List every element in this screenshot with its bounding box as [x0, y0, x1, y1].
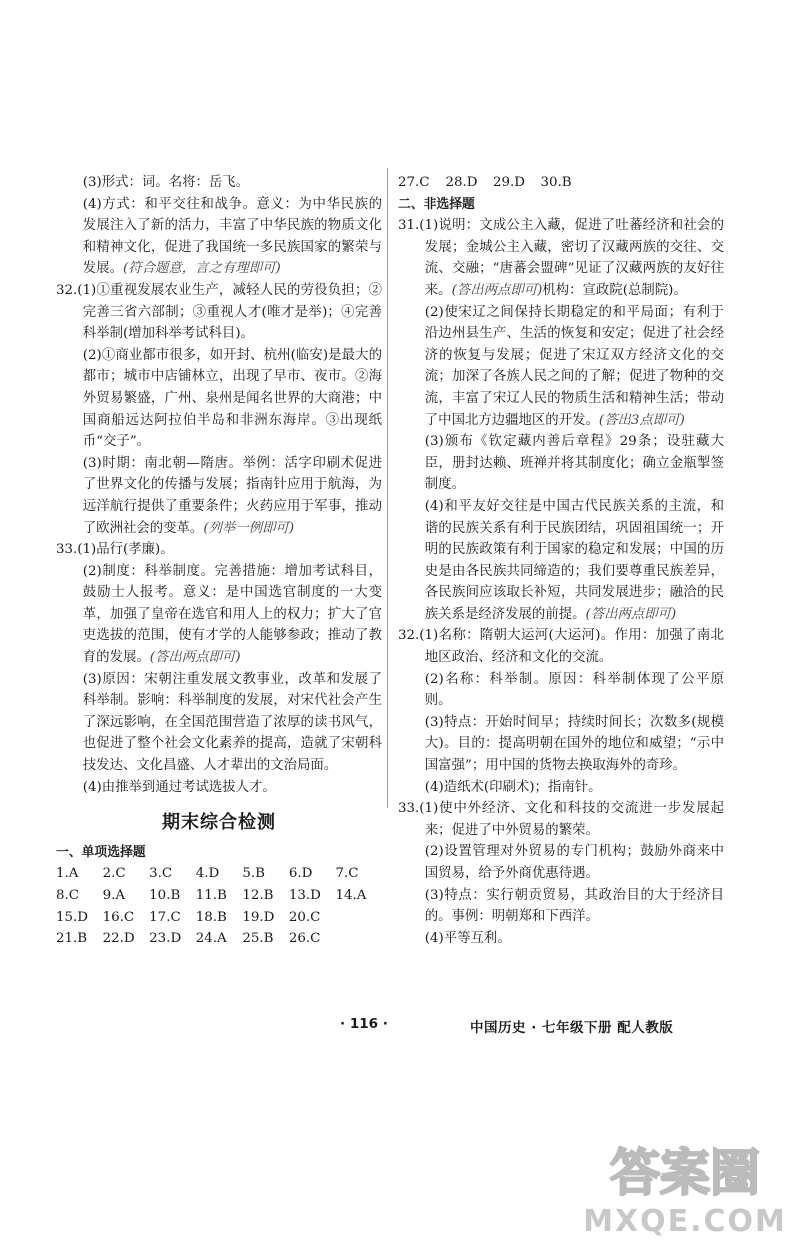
answer-32-4-right: (4)造纸术(印刷术)；指南针。 — [424, 779, 602, 795]
answer-33-4-right: (4)平等互利。 — [424, 930, 511, 946]
watermark-logo — [580, 1128, 790, 1243]
answer-32-1: 32.(1)①重视发展农业生产，减轻人民的劳役负担；②完善三省六部制；③重视人才(唯才是举)；④完善科举制(增加科举考试科目)。 — [56, 282, 382, 342]
answer-31-4: (4)和平友好交往是中国古代民族关系的主流，和谐的民族关系有利于民族团结，巩固祖国统一；开明的民族政策有利于国家的稳定和发展；中国的历史是由各民族共同缔造的；我们要尊重民族差异，各民族间应该取长补短，共同发展进步；融洽的民族关系是经济发展的前提。(答出两点即可) — [424, 498, 724, 622]
column-divider — [387, 168, 388, 808]
answer-33-1: 33.(1)品行(孝廉)。 — [56, 542, 174, 558]
answer-31-3: (3)颁布《钦定藏内善后章程》29条；设驻藏大臣，册封达赖、班禅并将其制度化；确立金瓶掣签制度。 — [424, 434, 724, 493]
mc-row: 27.C 28.D 29.D 30.B — [398, 175, 572, 190]
answer-32-3-right: (3)特点：开始时间早；持续时间长；次数多(规模大)。目的：提高明朝在国外的地位和威望；“示中国富强”；用中国的货物去换取海外的奇珍。 — [424, 714, 724, 774]
page-number: · 116 · — [340, 1016, 388, 1032]
answer-31-1: 31.(1)说明：文成公主入藏，促进了吐蕃经济和社会的发展；金城公主入藏，密切了汉藏两族的交往、交流、交融；“唐蕃会盟碑”见证了汉藏两族的友好往来。(答出两点即可)机构：宣政院(总制院)。 — [398, 218, 724, 298]
section-title: 期末综合检测 — [162, 812, 276, 834]
mc-header: 一、单项选择题 — [56, 844, 146, 860]
mc-row: 15.D 16.C 17.C 18.B 19.D 20.C — [56, 909, 321, 925]
answer-32-2-right: (2)名称：科举制。原因：科举制体现了公平原则。 — [424, 671, 724, 709]
answer-32-2: (2)①商业都市很多，如开封、杭州(临安)是最大的都市；城市中店铺林立，出现了早市、夜市。②海外贸易繁盛，广州、泉州是闻名世界的大商港；中国商船远达阿拉伯半岛和非洲东海岸。③出现纸币“交子”。 — [82, 347, 382, 450]
right-column — [398, 172, 724, 949]
answer-33-1-right: 33.(1)使中外经济、文化和科技的交流进一步发展起来；促进了中外贸易的繁荣。 — [398, 801, 724, 838]
answer-33-4: (4)由推举到通过考试选拔人才。 — [82, 779, 276, 795]
answer-32-1-right: 32.(1)名称：隋朝大运河(大运河)。作用：加强了南北地区政治、经济和文化的交流。 — [398, 628, 724, 666]
answer-32-3: (3)时期：南北朝—隋唐。举例：活字印刷术促进了世界文化的传播与发展；指南针应用于航海，为远洋航行提供了重要条件；火药应用于军事，推动了欧洲社会的变革。(列举一例即可) — [82, 455, 382, 536]
left-column — [56, 172, 382, 950]
book-info: 中国历史 · 七年级下册 配人教版 — [470, 1020, 674, 1036]
watermark-text: 答案圈 — [610, 1144, 760, 1202]
answer-33-3-right: (3)特点：实行朝贡贸易，其政治目的大于经济目的。事例：明朝郑和下西洋。 — [424, 887, 724, 925]
nonmc-header: 二、非选择题 — [398, 196, 475, 212]
answer-33-3: (3)原因：宋朝注重发展文教事业，改革和发展了科举制。影响：科举制度的发展，对宋代社会产生了深远影响，在全国范围营造了浓厚的读书风气，也促进了整个社会文化素养的提高，造就了宋朝科技发达、文化昌盛、人才辈出的文治局面。 — [82, 671, 382, 774]
mc-row: 21.B 22.D 23.D 24.A 25.B 26.C — [56, 931, 321, 947]
answer-31-2: (2)使宋辽之间保持长期稳定的和平局面；有利于沿边州县生产、生活的恢复和安定；促进了社会经济的恢复与发展；促进了宋辽双方经济文化的交流；加深了各族人民之间的了解；促进了物种的交流，丰富了宋辽人民的物质生活和精神生活；带动了中国北方边疆地区的开发。(答出3点即可) — [424, 304, 724, 428]
answer-a3: (3)形式：词。名将：岳飞。 — [82, 175, 250, 190]
answer-33-2: (2)制度：科举制度。完善措施：增加考试科目，鼓励士人报考。意义：是中国选官制度的一大变革，加强了皇帝在选官和用人上的权力；扩大了官吏选拔的范围，使有才学的人能够参政；推动了教育的发展。(答出两点即可) — [82, 563, 382, 666]
answer-a4: (4)方式：和平交往和战争。意义：为中华民族的发展注入了新的活力，丰富了中华民族的物质文化和精神文化，促进了我国统一多民族国家的繁荣与发展。(符合题意，言之有理即可) — [82, 196, 382, 277]
watermark-url: MXQE.COM — [583, 1204, 787, 1239]
answer-33-2-right: (2)设置管理对外贸易的专门机构；鼓励外商来中国贸易，给予外商优惠待遇。 — [424, 844, 724, 881]
mc-row: 8.C 9.A 10.B 11.B 12.B 13.D 14.A — [56, 888, 367, 903]
mc-row: 1.A 2.C 3.C 4.D 5.B 6.D 7.C — [56, 866, 359, 882]
